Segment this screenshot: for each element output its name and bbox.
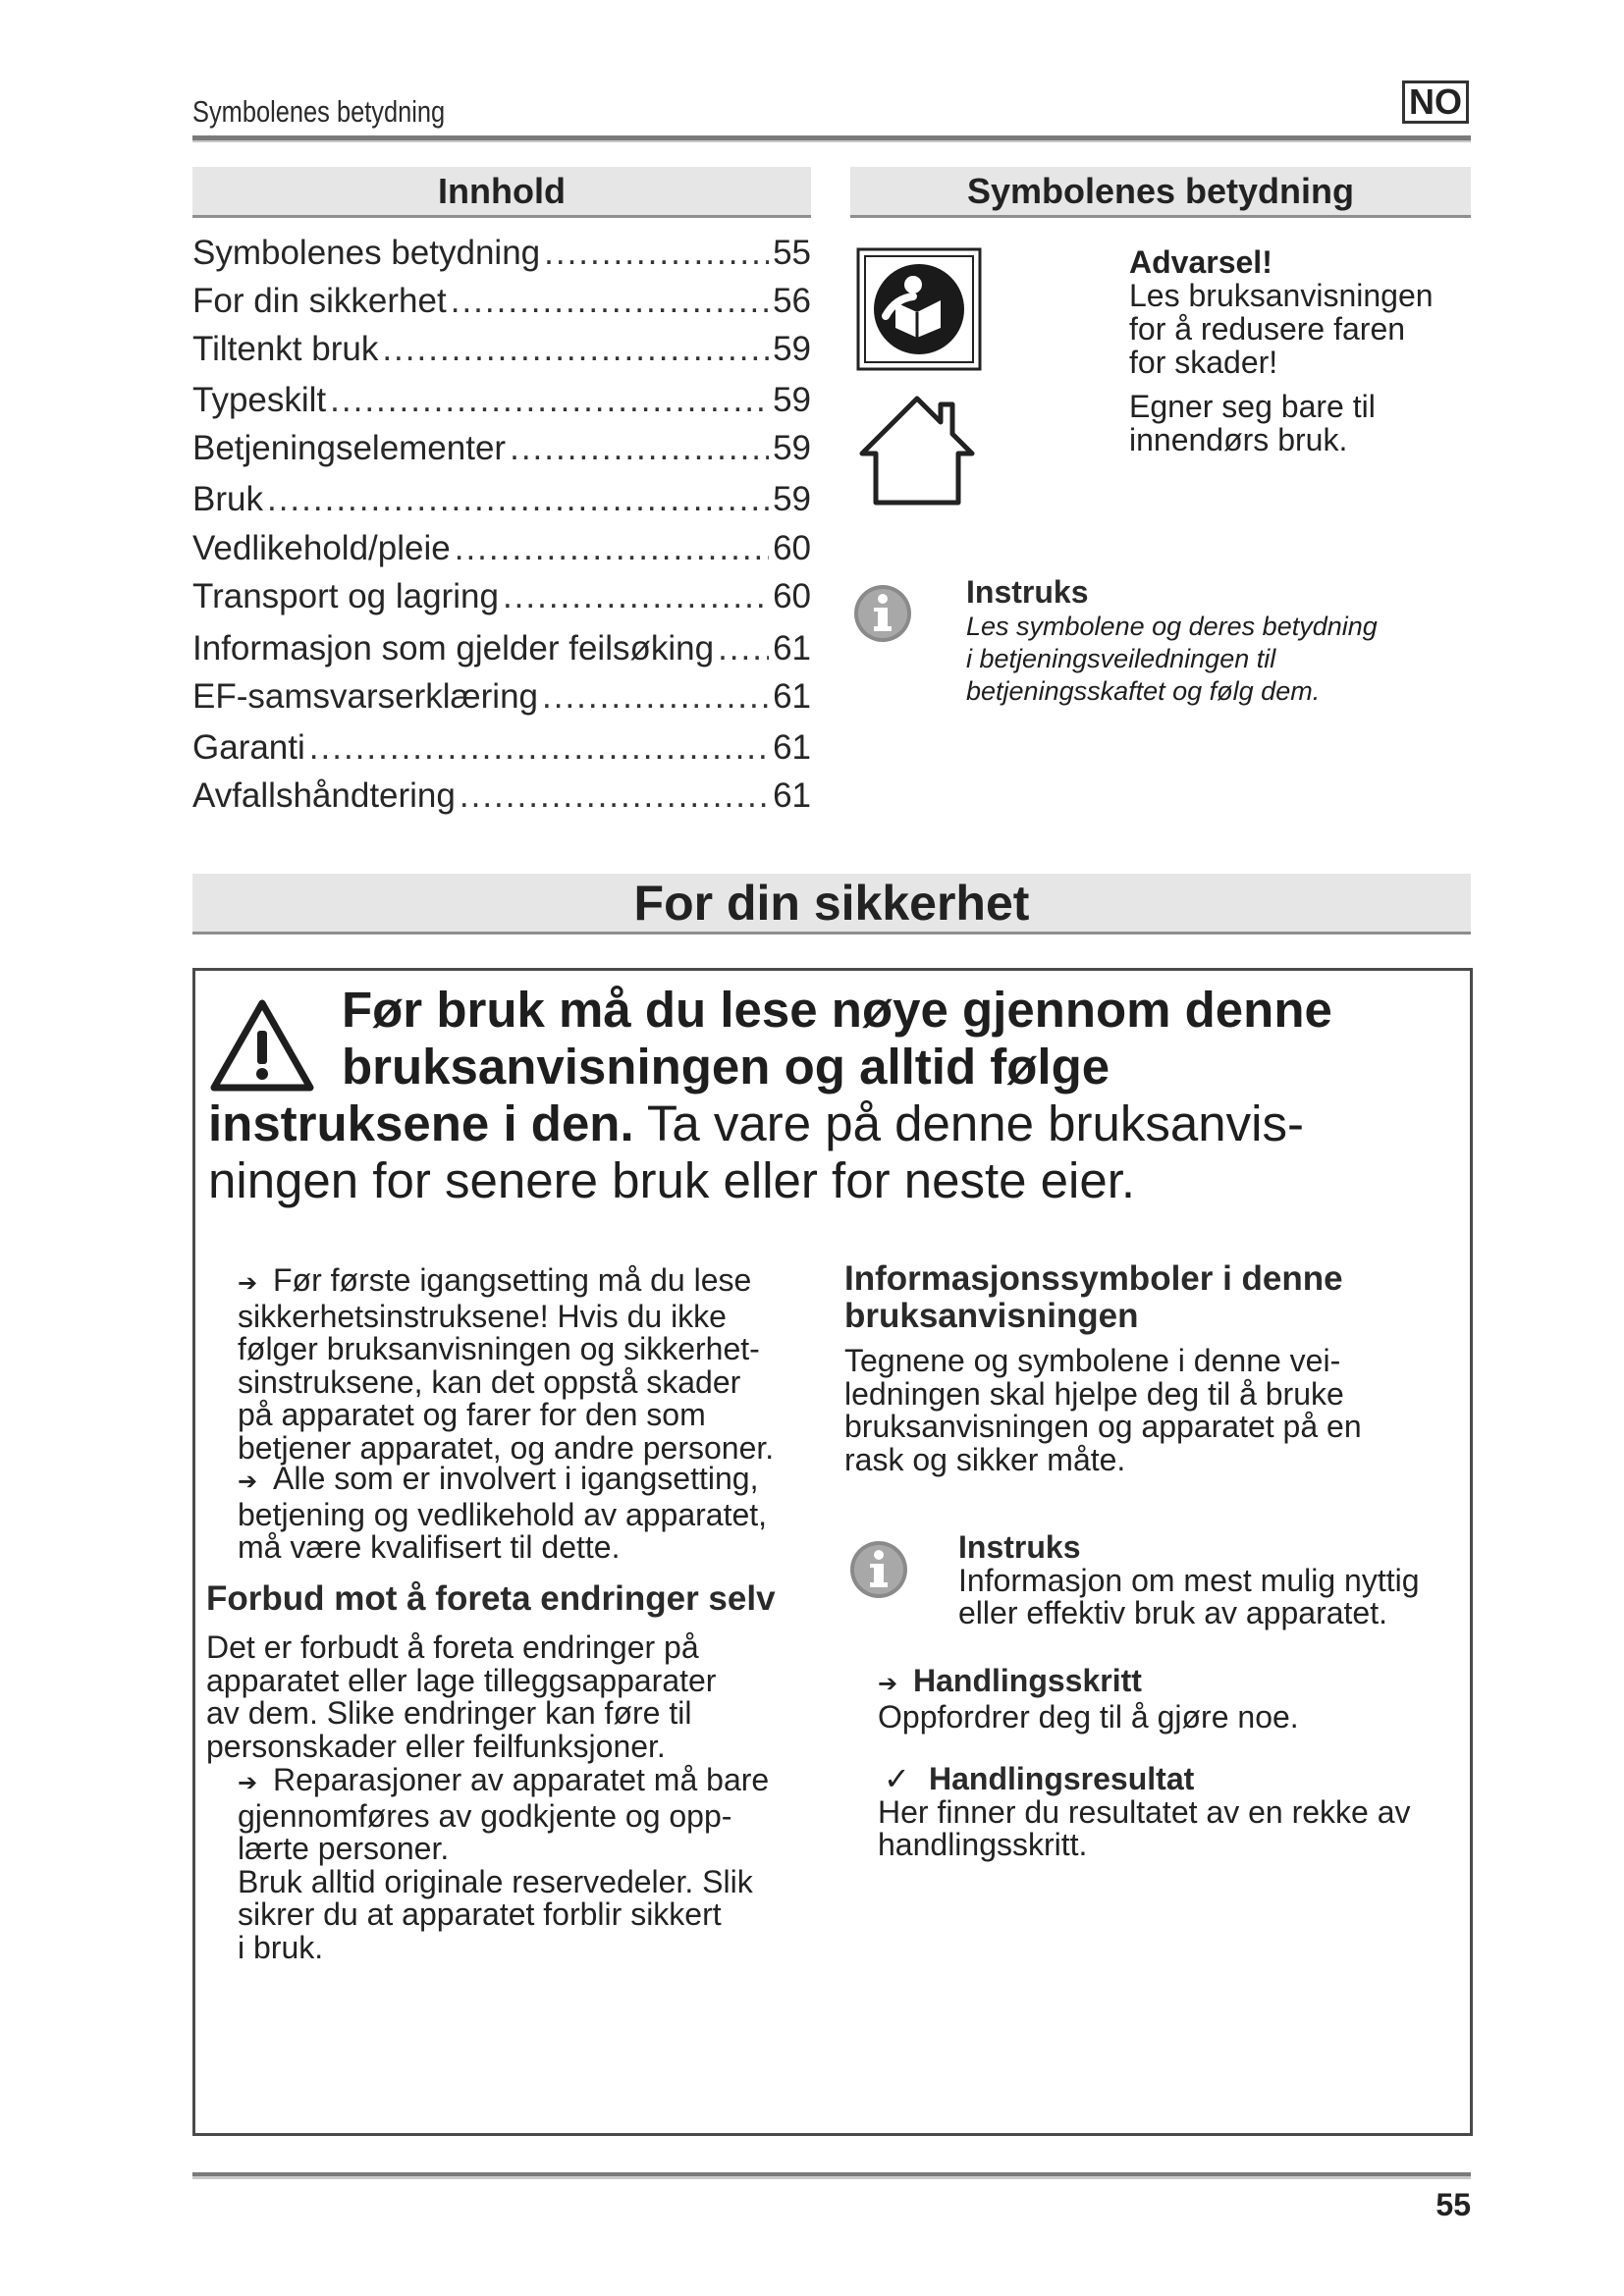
arrow-icon: ➔: [238, 1468, 258, 1495]
toc-entry[interactable]: Tiltenkt bruk ..... 59: [192, 330, 811, 369]
warning-line: for å redusere faren: [1129, 311, 1406, 347]
instruction-title: Instruks: [958, 1529, 1081, 1565]
action-result: ✓ Handlingsresultat Her finner du resultatet av en rekke av handlingsskritt.: [878, 1761, 1411, 1862]
toc-entry[interactable]: Informasjon som gjelder feilsøking ..... 61: [192, 629, 811, 668]
arrow-icon: ➔: [238, 1770, 258, 1796]
warning-line: Les bruksanvisningen: [1129, 278, 1434, 313]
toc-entry[interactable]: Symbolenes betydning ..... 55: [192, 234, 811, 273]
safety-bullet-1: ➔ Før første igangsetting må du lese sikkerhetsinstruksene! Hvis du ikke følger bruksanvisningen og sikkerhet- sinstruksene, kan det oppstå skader på apparatet og farer for den som betjener apparatet, og andre personer.: [238, 1262, 775, 1466]
warning-bold-line: instruksene i den.: [208, 1095, 634, 1151]
header-rule: [192, 135, 1471, 142]
info-symbols-paragraph: Tegnene og symbolene i denne vei- ledningen skal hjelpe deg til å bruke bruksanvisningen og apparatet på en rask og sikker måte.: [844, 1343, 1362, 1477]
arrow-icon: ➔: [238, 1270, 258, 1297]
arrow-icon: ➔: [878, 1671, 898, 1697]
note-line: i betjeningsveiledningen til: [966, 644, 1276, 673]
indoor-line: innendørs bruk.: [1129, 422, 1348, 457]
warning-title: Advarsel!: [1129, 244, 1272, 280]
indoor-symbol-text: [1129, 390, 1376, 456]
safety-bullet-3: ➔ Reparasjoner av apparatet må bare gjennomføres av godkjente og opp- lærte personer. Bruk alltid originale reservedeler. Slik sikrer du at apparatet forblir sikkert i bruk.: [238, 1762, 770, 1965]
toc-entry[interactable]: For din sikkerhet ..... 56: [192, 282, 811, 321]
warning-bold-line: Før bruk må du lese nøye gjennom denne: [342, 982, 1332, 1038]
safety-heading: For din sikkerhet: [192, 874, 1471, 934]
note-line: betjeningsskaftet og følg dem.: [966, 676, 1321, 706]
note-line: Les symbolene og deres betydning: [966, 612, 1378, 641]
note-title: Instruks: [966, 574, 1089, 610]
toc-entry[interactable]: Vedlikehold/pleie ..... 60: [192, 529, 811, 568]
safety-bullet-2: ➔ Alle som er involvert i igangsetting, betjening og vedlikehold av apparatet, må være kvalifisert til dette.: [238, 1461, 768, 1565]
symbols-heading: Symbolenes betydning: [850, 167, 1471, 218]
note-symbol-text: [966, 573, 1378, 708]
warning-line: for skader!: [1129, 345, 1278, 380]
house-icon: [856, 391, 978, 507]
info-icon: [852, 583, 913, 644]
warning-normal-line: ningen for senere bruk eller for neste eier.: [208, 1152, 1136, 1208]
instruction-note: Instruks Informasjon om mest mulig nyttig eller effektiv bruk av apparatet.: [958, 1531, 1469, 1630]
warning-symbol-text: [1129, 245, 1434, 379]
modification-paragraph: Det er forbudt å foreta endringer på apparatet eller lage tilleggsapparater av dem. Slike endringer kan føre til personskader eller feilfunksjoner.: [206, 1629, 717, 1764]
action-step: ➔ Handlingsskritt Oppfordrer deg til å gjøre noe.: [878, 1663, 1299, 1735]
toc-entry[interactable]: Garanti ..... 61: [192, 728, 811, 768]
warning-bold-line: bruksanvisningen og alltid følge: [342, 1039, 1110, 1095]
modification-subheading: Forbud mot å foreta endringer selv: [206, 1579, 776, 1618]
page-number: 55: [1435, 2187, 1471, 2222]
toc-entry[interactable]: EF-samsvarserklæring ..... 61: [192, 677, 811, 717]
language-badge: NO: [1402, 80, 1469, 124]
toc-heading: Innhold: [192, 167, 811, 218]
running-title: Symbolenes betydning: [192, 94, 446, 129]
safety-warning: [208, 982, 1455, 1209]
check-icon: ✓: [884, 1761, 910, 1796]
indoor-line: Egner seg bare til: [1129, 389, 1376, 424]
read-manual-icon: [856, 247, 982, 371]
toc-entry[interactable]: Betjeningselementer ..... 59: [192, 429, 811, 468]
toc-entry[interactable]: Bruk ..... 59: [192, 480, 811, 519]
info-symbols-subheading: Informasjonssymboler i denne bruksanvisningen: [844, 1259, 1343, 1335]
footer-rule: [192, 2172, 1471, 2179]
toc-entry[interactable]: Transport og lagring ..... 60: [192, 577, 811, 616]
toc-entry[interactable]: Typeskilt ..... 59: [192, 381, 811, 420]
warning-normal-line: Ta vare på denne bruksanvis-: [633, 1095, 1304, 1151]
toc-entry[interactable]: Avfallshåndtering ..... 61: [192, 776, 811, 816]
info-icon: [848, 1539, 909, 1600]
